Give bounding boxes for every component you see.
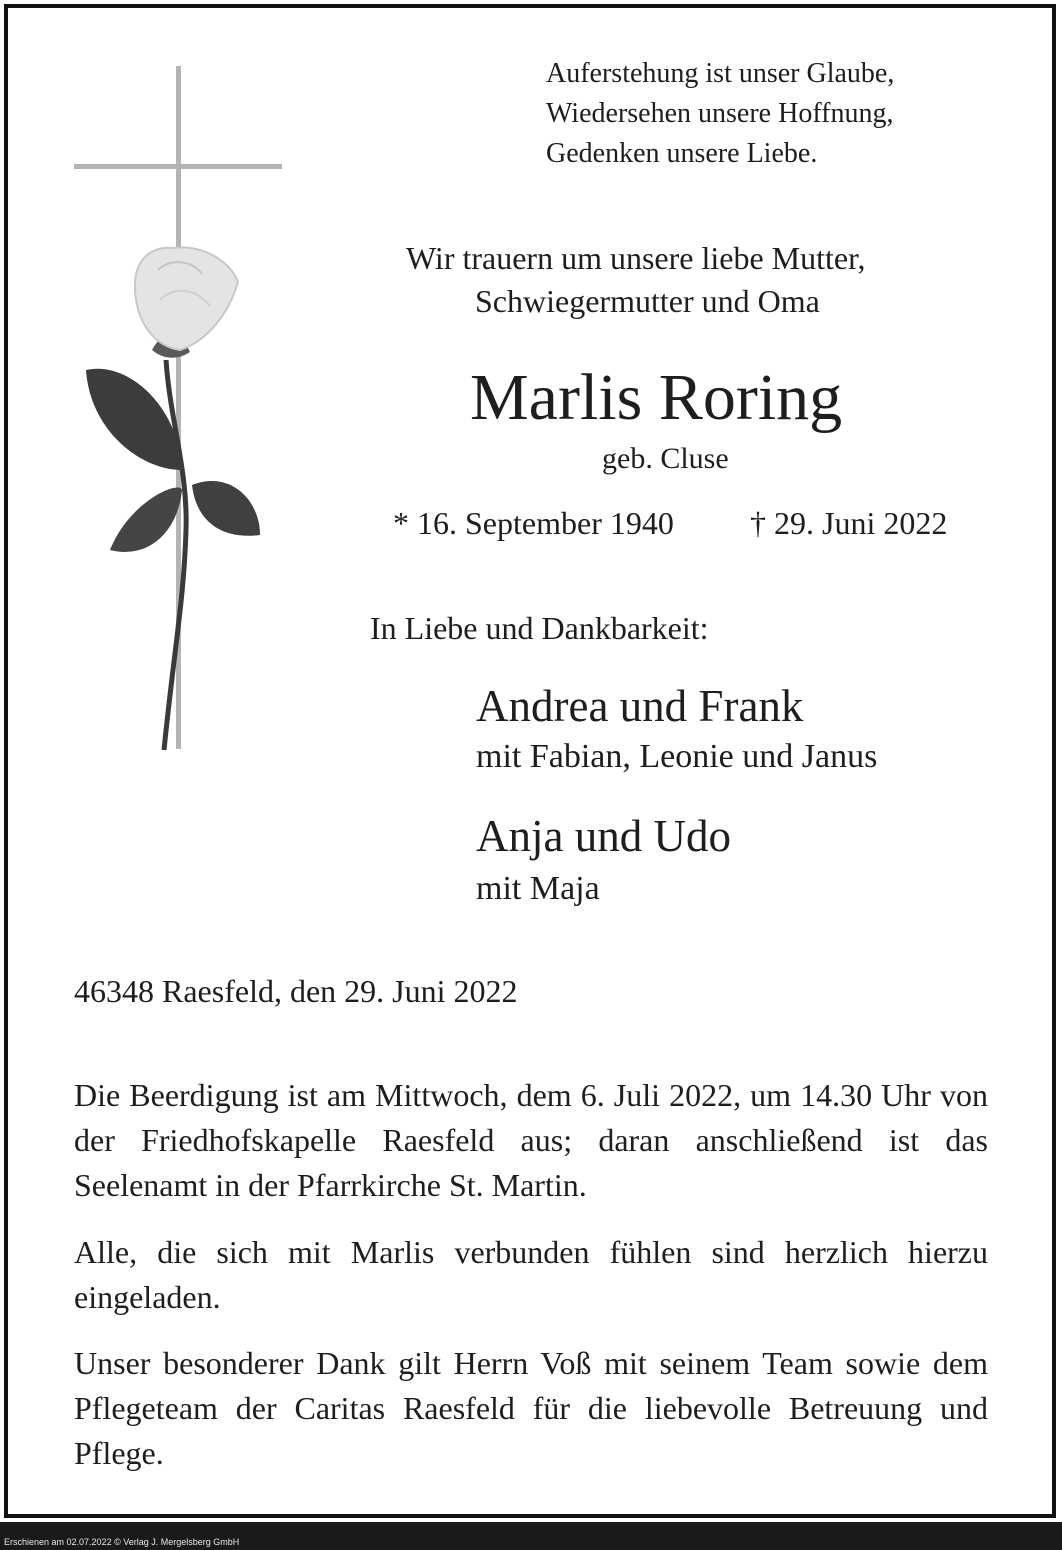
invitation-paragraph: Alle, die sich mit Marlis verbunden fühlen sind herzlich hierzu eingeladen. (74, 1234, 988, 1315)
maiden-name: geb. Cluse (602, 442, 729, 475)
family-2-members: mit Maja (476, 870, 600, 907)
poem-line-3: Gedenken unsere Liebe. (546, 138, 818, 169)
poem-line-2: Wiedersehen unsere Hoffnung, (546, 98, 894, 129)
intro-line-1: Wir trauern um unsere liebe Mutter, (406, 240, 866, 276)
poem-line-1: Auferstehung ist unser Glaube, (546, 58, 895, 89)
intro-line-2: Schwiegermutter und Oma (475, 283, 820, 319)
family-1-members: mit Fabian, Leonie und Janus (476, 738, 878, 775)
funeral-paragraph: Die Beerdigung ist am Mittwoch, dem 6. Juli 2022, um 14.30 Uhr von der Friedhofskapelle Raesfeld aus; daran anschließend ist das Seelenamt in der Pfarrkirche St. Martin. (74, 1077, 988, 1203)
publication-footer: Erschienen am 02.07.2022 © Verlag J. Mergelsberg GmbH (4, 1537, 240, 1547)
thanks-paragraph: Unser besonderer Dank gilt Herrn Voß mit seinem Team sowie dem Pflegeteam der Caritas Raesfeld für die liebevolle Betreuung und Pflege. (74, 1345, 988, 1471)
cross-horizontal-beam (74, 164, 282, 169)
birth-date: * 16. September 1940 (393, 505, 674, 541)
family-2-name: Anja und Udo (476, 811, 731, 861)
rose-leaf-left (110, 488, 182, 552)
rose-leaf-right (192, 481, 260, 536)
family-1-name: Andrea und Frank (476, 681, 804, 731)
mourners-heading: In Liebe und Dankbarkeit: (370, 610, 709, 646)
cross-rose-image (70, 60, 290, 760)
deceased-name: Marlis Roring (470, 361, 843, 434)
death-date: † 29. Juni 2022 (750, 505, 948, 541)
place-date: 46348 Raesfeld, den 29. Juni 2022 (74, 973, 518, 1009)
